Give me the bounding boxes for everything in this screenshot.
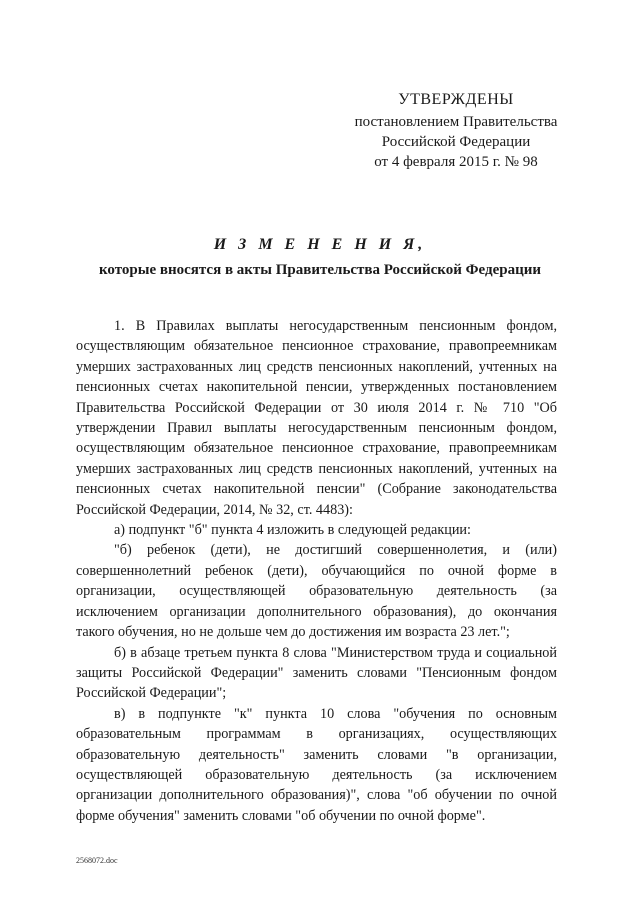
document-title: И З М Е Н Е Н И Я, — [213, 236, 427, 253]
paragraph-3: "б) ребенок (дети), не достигший совершеннолетия, и (или) совершеннолетний ребенок (дети), обучающийся по очной форме в организации, осуществляющей образовательную деятельность (за исключением организации дополнительного образования), до окончания такого обучения, но не дольше чем до достижения им возраста 23 лет."; — [76, 542, 557, 641]
approval-heading: УТВЕРЖДЕНЫ — [398, 91, 514, 108]
paragraph-1: 1. В Правилах выплаты негосударственным пенсионным фондом, осуществляющим обязательное пенсионное страхование, правопреемникам умерших застрахованных лиц средств пенсионных накоплений, учтенных на пенсионных счетах накопительной пенсии, утвержденных постановлением Правительства Российской Федерации от 30 июля 2014 г. № 710 "Об утверждении Правил выплаты негосударственным пенсионным фондом, осуществляющим обязательное пенсионное страхование, правопреемникам умерших застрахованных лиц средств пенсионных накоплений, учтенных на пенсионных счетах накопительной пенсии" (Собрание законодательства Российской Федерации, 2014, № 32, ст. 4483): — [76, 318, 557, 518]
approval-stamp — [330, 90, 582, 172]
paragraph-5: в) в подпункте "к" пункта 10 слова "обучения по основным образовательным программам в организациях, осуществляющих образовательную деятельность" заменить словами "в организации, осуществляющей образовательную деятельность (за исключением организации дополнительного образования)", слова "об обучении по очной форме обучения" заменить словами "об обучении по очной форме". — [76, 705, 557, 824]
document-body — [76, 316, 557, 826]
document-subtitle: которые вносятся в акты Правительства Российской Федерации — [98, 262, 542, 278]
approval-line-3: от 4 февраля 2015 г. № 98 — [374, 154, 538, 170]
approval-line-1: постановлением Правительства — [354, 114, 558, 130]
paragraph-4: б) в абзаце третьем пункта 8 слова "Министерством труда и социальной защиты Российской Федерации" заменить словами "Пенсионным фондом Российской Федерации"; — [76, 644, 557, 702]
approval-line-2: Российской Федерации — [381, 134, 531, 150]
file-name-footer: 2568072.doc — [76, 856, 118, 865]
paragraph-2: а) подпункт "б" пункта 4 изложить в следующей редакции: — [114, 522, 471, 539]
